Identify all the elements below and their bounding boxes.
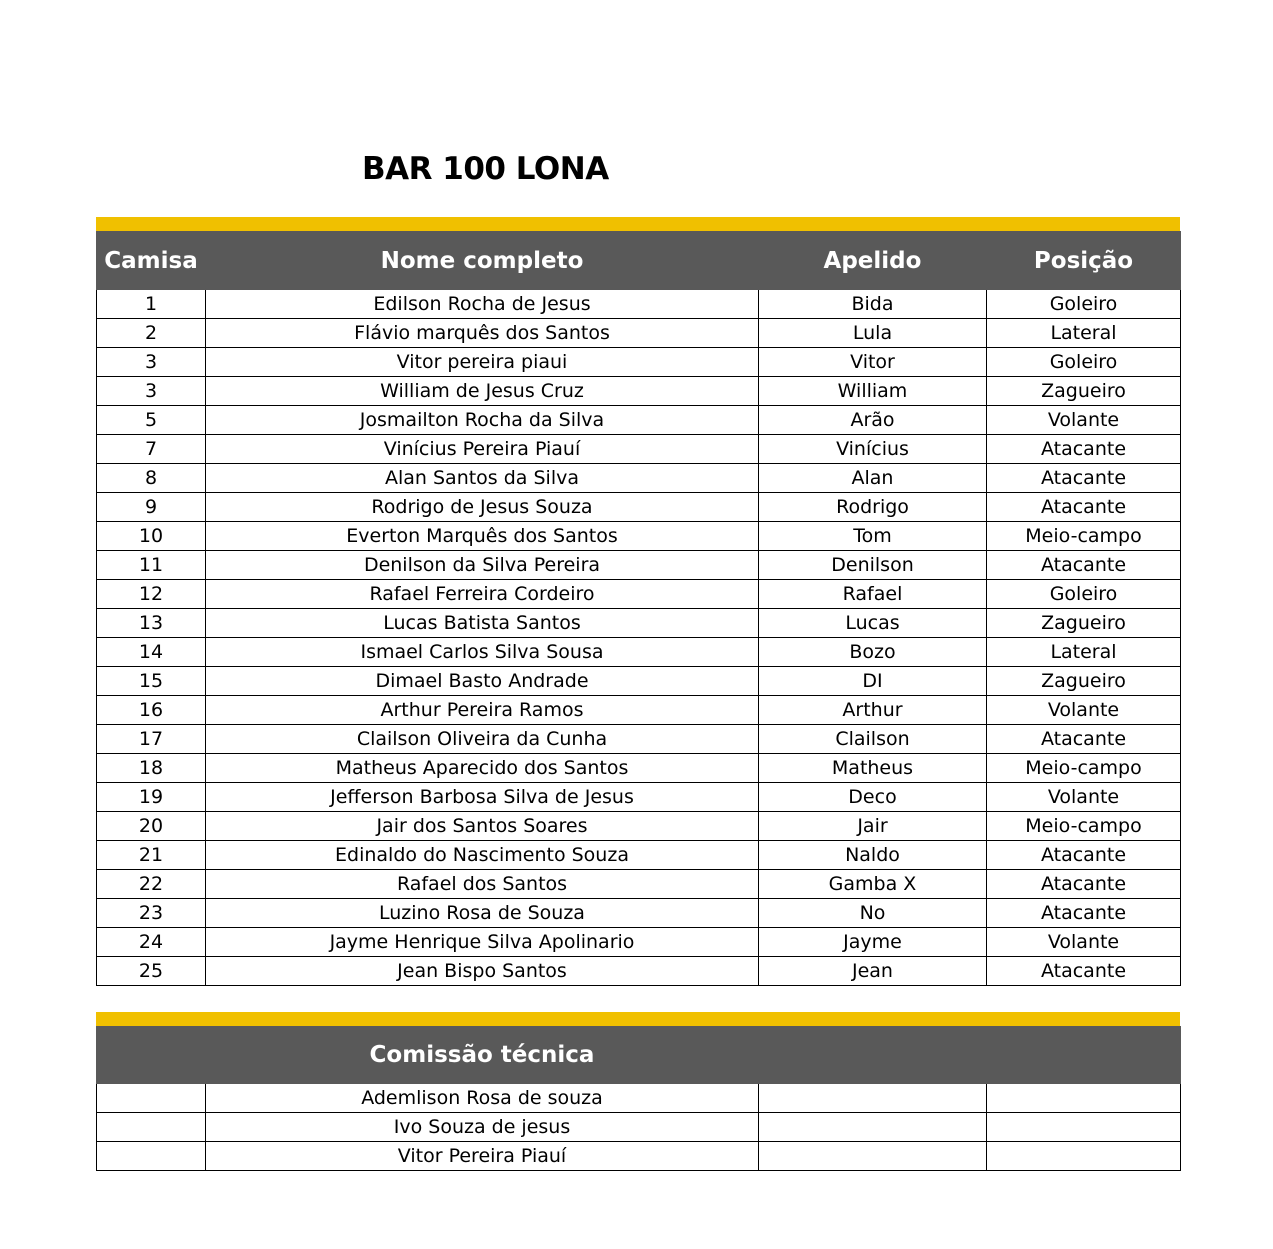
roster-header-nome-completo: Nome completo	[206, 232, 759, 290]
roster-cell-posicao: Atacante	[987, 464, 1181, 493]
roster-cell-camisa: 15	[97, 667, 206, 696]
staff-cell-posicao	[987, 1142, 1181, 1171]
roster-cell-camisa: 20	[97, 812, 206, 841]
roster-cell-camisa: 21	[97, 841, 206, 870]
table-row	[97, 725, 1181, 754]
roster-cell-posicao: Volante	[987, 928, 1181, 957]
roster-cell-posicao: Zagueiro	[987, 377, 1181, 406]
table-row	[97, 551, 1181, 580]
table-row	[97, 899, 1181, 928]
roster-header-posicao: Posição	[987, 232, 1181, 290]
roster-cell-nome-completo: Ismael Carlos Silva Sousa	[206, 638, 759, 667]
table-row	[97, 1113, 1181, 1142]
table-row	[97, 377, 1181, 406]
roster-cell-apelido: Gamba X	[759, 870, 987, 899]
roster-cell-camisa: 17	[97, 725, 206, 754]
roster-cell-nome-completo: Edinaldo do Nascimento Souza	[206, 841, 759, 870]
roster-cell-nome-completo: Lucas Batista Santos	[206, 609, 759, 638]
roster-cell-posicao: Atacante	[987, 435, 1181, 464]
roster-cell-nome-completo: Josmailton Rocha da Silva	[206, 406, 759, 435]
table-row	[97, 348, 1181, 377]
roster-cell-apelido: Arão	[759, 406, 987, 435]
roster-cell-camisa: 5	[97, 406, 206, 435]
staff-header-apelido	[759, 1027, 987, 1084]
roster-cell-nome-completo: Arthur Pereira Ramos	[206, 696, 759, 725]
roster-cell-camisa: 25	[97, 957, 206, 986]
roster-cell-nome-completo: Everton Marquês dos Santos	[206, 522, 759, 551]
table-row	[97, 609, 1181, 638]
roster-cell-camisa: 18	[97, 754, 206, 783]
table-row	[97, 435, 1181, 464]
table-row	[97, 870, 1181, 899]
roster-table	[96, 231, 1181, 986]
table-row	[97, 1084, 1181, 1113]
roster-cell-nome-completo: Jair dos Santos Soares	[206, 812, 759, 841]
roster-cell-nome-completo: William de Jesus Cruz	[206, 377, 759, 406]
table-row	[97, 638, 1181, 667]
roster-cell-camisa: 1	[97, 290, 206, 319]
roster-cell-camisa: 9	[97, 493, 206, 522]
roster-cell-apelido: William	[759, 377, 987, 406]
roster-cell-posicao: Atacante	[987, 725, 1181, 754]
staff-cell-camisa	[97, 1113, 206, 1142]
table-row	[97, 754, 1181, 783]
roster-cell-nome-completo: Dimael Basto Andrade	[206, 667, 759, 696]
roster-cell-camisa: 13	[97, 609, 206, 638]
roster-cell-apelido: Lula	[759, 319, 987, 348]
roster-cell-camisa: 3	[97, 377, 206, 406]
roster-cell-apelido: Denilson	[759, 551, 987, 580]
roster-cell-posicao: Goleiro	[987, 580, 1181, 609]
roster-cell-posicao: Atacante	[987, 841, 1181, 870]
page-title: BAR 100 LONA	[362, 151, 609, 187]
roster-cell-camisa: 11	[97, 551, 206, 580]
roster-cell-camisa: 12	[97, 580, 206, 609]
roster-cell-posicao: Lateral	[987, 319, 1181, 348]
roster-cell-posicao: Atacante	[987, 899, 1181, 928]
staff-cell-nome-completo: Ademlison Rosa de souza	[206, 1084, 759, 1113]
roster-cell-camisa: 3	[97, 348, 206, 377]
roster-cell-nome-completo: Matheus Aparecido dos Santos	[206, 754, 759, 783]
roster-cell-nome-completo: Jayme Henrique Silva Apolinario	[206, 928, 759, 957]
roster-cell-apelido: Bida	[759, 290, 987, 319]
roster-cell-posicao: Zagueiro	[987, 667, 1181, 696]
roster-cell-nome-completo: Vitor pereira piaui	[206, 348, 759, 377]
staff-header-posicao	[987, 1027, 1181, 1084]
table-row	[97, 957, 1181, 986]
table-row	[97, 841, 1181, 870]
roster-cell-apelido: No	[759, 899, 987, 928]
staff-cell-nome-completo: Vitor Pereira Piauí	[206, 1142, 759, 1171]
roster-cell-apelido: Rodrigo	[759, 493, 987, 522]
table-row	[97, 580, 1181, 609]
table-row	[97, 1142, 1181, 1171]
roster-cell-camisa: 19	[97, 783, 206, 812]
roster-cell-apelido: Naldo	[759, 841, 987, 870]
staff-header-nome-completo: Comissão técnica	[206, 1027, 759, 1084]
roster-cell-posicao: Lateral	[987, 638, 1181, 667]
staff-accent-bar	[96, 1012, 1180, 1026]
roster-cell-apelido: Deco	[759, 783, 987, 812]
roster-cell-camisa: 24	[97, 928, 206, 957]
roster-cell-apelido: Jair	[759, 812, 987, 841]
roster-cell-nome-completo: Rafael Ferreira Cordeiro	[206, 580, 759, 609]
table-row	[97, 928, 1181, 957]
roster-cell-apelido: Arthur	[759, 696, 987, 725]
roster-cell-nome-completo: Alan Santos da Silva	[206, 464, 759, 493]
roster-cell-posicao: Volante	[987, 783, 1181, 812]
roster-cell-posicao: Atacante	[987, 551, 1181, 580]
roster-header	[97, 232, 1181, 290]
staff-header	[97, 1027, 1181, 1084]
roster-cell-nome-completo: Rafael dos Santos	[206, 870, 759, 899]
roster-cell-camisa: 23	[97, 899, 206, 928]
table-row	[97, 783, 1181, 812]
roster-accent-bar	[96, 217, 1180, 231]
roster-cell-camisa: 16	[97, 696, 206, 725]
roster-cell-apelido: Matheus	[759, 754, 987, 783]
roster-body	[97, 290, 1181, 986]
roster-cell-apelido: Vinícius	[759, 435, 987, 464]
staff-cell-apelido	[759, 1084, 987, 1113]
table-row	[97, 493, 1181, 522]
roster-cell-nome-completo: Edilson Rocha de Jesus	[206, 290, 759, 319]
table-row	[97, 812, 1181, 841]
roster-cell-posicao: Volante	[987, 406, 1181, 435]
roster-cell-posicao: Meio-campo	[987, 522, 1181, 551]
roster-cell-posicao: Goleiro	[987, 290, 1181, 319]
roster-cell-posicao: Atacante	[987, 957, 1181, 986]
roster-cell-nome-completo: Vinícius Pereira Piauí	[206, 435, 759, 464]
table-row	[97, 522, 1181, 551]
roster-cell-nome-completo: Rodrigo de Jesus Souza	[206, 493, 759, 522]
roster-cell-apelido: DI	[759, 667, 987, 696]
staff-cell-nome-completo: Ivo Souza de jesus	[206, 1113, 759, 1142]
staff-cell-posicao	[987, 1113, 1181, 1142]
roster-cell-posicao: Zagueiro	[987, 609, 1181, 638]
staff-table	[96, 1026, 1181, 1171]
staff-cell-camisa	[97, 1084, 206, 1113]
roster-cell-apelido: Jean	[759, 957, 987, 986]
table-row	[97, 696, 1181, 725]
roster-cell-posicao: Volante	[987, 696, 1181, 725]
table-row	[97, 667, 1181, 696]
staff-cell-apelido	[759, 1142, 987, 1171]
roster-cell-apelido: Vitor	[759, 348, 987, 377]
roster-cell-posicao: Atacante	[987, 493, 1181, 522]
roster-cell-nome-completo: Flávio marquês dos Santos	[206, 319, 759, 348]
table-row	[97, 406, 1181, 435]
staff-header-camisa	[97, 1027, 206, 1084]
roster-cell-nome-completo: Jefferson Barbosa Silva de Jesus	[206, 783, 759, 812]
roster-cell-apelido: Rafael	[759, 580, 987, 609]
staff-cell-camisa	[97, 1142, 206, 1171]
roster-cell-nome-completo: Luzino Rosa de Souza	[206, 899, 759, 928]
roster-header-apelido: Apelido	[759, 232, 987, 290]
roster-cell-apelido: Clailson	[759, 725, 987, 754]
roster-cell-nome-completo: Denilson da Silva Pereira	[206, 551, 759, 580]
roster-cell-apelido: Bozo	[759, 638, 987, 667]
staff-cell-apelido	[759, 1113, 987, 1142]
roster-cell-posicao: Meio-campo	[987, 812, 1181, 841]
roster-cell-nome-completo: Jean Bispo Santos	[206, 957, 759, 986]
roster-cell-apelido: Lucas	[759, 609, 987, 638]
roster-cell-camisa: 7	[97, 435, 206, 464]
roster-cell-posicao: Atacante	[987, 870, 1181, 899]
table-row	[97, 290, 1181, 319]
roster-cell-apelido: Jayme	[759, 928, 987, 957]
table-row	[97, 319, 1181, 348]
roster-cell-camisa: 22	[97, 870, 206, 899]
roster-cell-posicao: Goleiro	[987, 348, 1181, 377]
roster-header-camisa: Camisa	[97, 232, 206, 290]
staff-cell-posicao	[987, 1084, 1181, 1113]
staff-body	[97, 1084, 1181, 1171]
roster-cell-camisa: 2	[97, 319, 206, 348]
roster-cell-apelido: Alan	[759, 464, 987, 493]
roster-cell-apelido: Tom	[759, 522, 987, 551]
roster-cell-nome-completo: Clailson Oliveira da Cunha	[206, 725, 759, 754]
roster-cell-posicao: Meio-campo	[987, 754, 1181, 783]
roster-cell-camisa: 10	[97, 522, 206, 551]
table-row	[97, 464, 1181, 493]
roster-cell-camisa: 8	[97, 464, 206, 493]
roster-cell-camisa: 14	[97, 638, 206, 667]
